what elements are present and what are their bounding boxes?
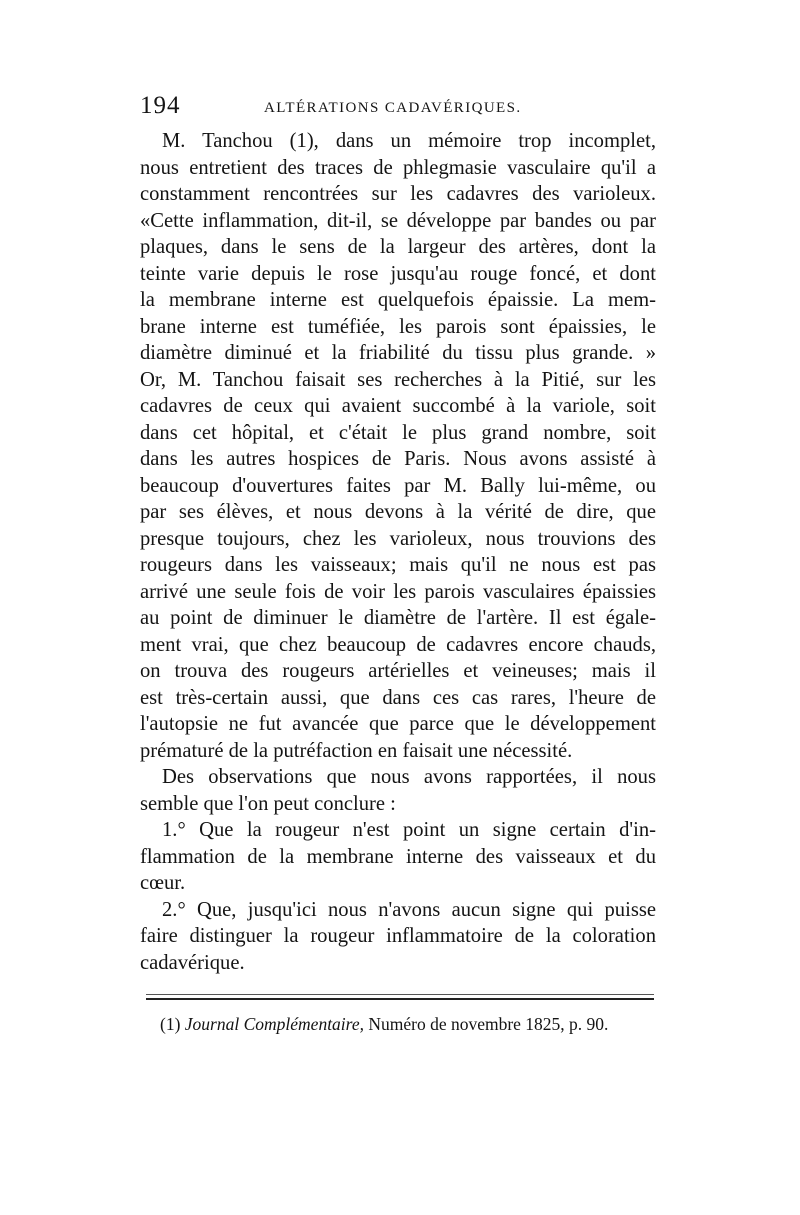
body-text xyxy=(140,128,656,976)
footnote-rule-thick xyxy=(146,998,654,1000)
text-line: rougeurs dans les vaisseaux; mais qu'il ne nous est pas xyxy=(140,554,656,576)
text-line: Or, M. Tanchou faisait ses recherches à la Pitié, sur les xyxy=(140,368,656,391)
text-line: constamment rencontrées sur les cadavres des varioleux. xyxy=(140,183,656,205)
text-line: teinte varie depuis le rose jusqu'au rouge foncé, et dont xyxy=(140,262,656,285)
footnote-marker: (1) xyxy=(160,1014,181,1034)
text-line: ment vrai, que chez beaucoup de cadavres encore chauds, xyxy=(140,633,656,656)
text-line: dans les autres hospices de Paris. Nous avons assisté à xyxy=(140,448,656,470)
text-line: Des observations que nous avons rapportées, il nous xyxy=(162,766,656,788)
text-line: dans cet hôpital, et c'était le plus grand nombre, soit xyxy=(140,421,656,444)
page-number: 194 xyxy=(140,92,181,119)
text-line: beaucoup d'ouvertures faites par M. Bally lui-même, ou xyxy=(140,474,656,497)
text-line: arrivé une seule fois de voir les parois vasculaires épaissies xyxy=(140,580,656,603)
text-line: plaques, dans le sens de la largeur des artères, dont la xyxy=(140,236,656,258)
footnote-citation: Numéro de novembre 1825, p. 90. xyxy=(363,1014,609,1034)
text-line: 2.° Que, jusqu'ici nous n'avons aucun signe qui puisse xyxy=(162,898,656,921)
text-line: M. Tanchou (1), dans un mémoire trop incomplet, xyxy=(162,130,656,152)
text-line: «Cette inflammation, dit-il, se développe par bandes ou par xyxy=(140,209,656,232)
text-line: par ses élèves, et nous devons à la vérité de dire, que xyxy=(140,501,656,523)
text-line: 1.° Que la rougeur n'est point un signe certain d'in- xyxy=(162,819,656,841)
text-line: au point de diminuer le diamètre de l'artère. Il est égale- xyxy=(140,607,656,629)
running-head: ALTÉRATIONS CADAVÉRIQUES. xyxy=(264,100,522,116)
text-line: brane interne est tuméfiée, les parois sont épaissies, le xyxy=(140,315,656,338)
text-line: flammation de la membrane interne des vaisseaux et du xyxy=(140,845,656,868)
footnote xyxy=(160,1014,660,1035)
text-line: faire distinguer la rougeur inflammatoire de la coloration xyxy=(140,925,656,947)
text-line: cadavres de ceux qui avaient succombé à la variole, soit xyxy=(140,395,656,417)
text-line: la membrane interne est quelquefois épaissie. La mem- xyxy=(140,289,656,311)
footnote-journal-title: Journal Complémentaire, xyxy=(184,1014,364,1034)
text-line: cadavérique. xyxy=(140,951,245,974)
text-line: diamètre diminué et la friabilité du tissu plus grande. » xyxy=(140,342,656,364)
page-header xyxy=(140,92,660,126)
text-line: l'autopsie ne fut avancée que parce que le développement xyxy=(140,713,656,735)
footnote-rule-thin xyxy=(146,994,654,995)
text-line: est très-certain aussi, que dans ces cas rares, l'heure de xyxy=(140,686,656,709)
text-line: semble que l'on peut conclure : xyxy=(140,792,396,815)
text-line: presque toujours, chez les varioleux, nous trouvions des xyxy=(140,527,656,550)
text-line: cœur. xyxy=(140,872,186,894)
text-line: nous entretient des traces de phlegmasie vasculaire qu'il a xyxy=(140,156,656,179)
text-line: prématuré de la putréfaction en faisait une nécessité. xyxy=(140,739,573,762)
text-line: on trouva des rougeurs artérielles et veineuses; mais il xyxy=(140,660,656,682)
